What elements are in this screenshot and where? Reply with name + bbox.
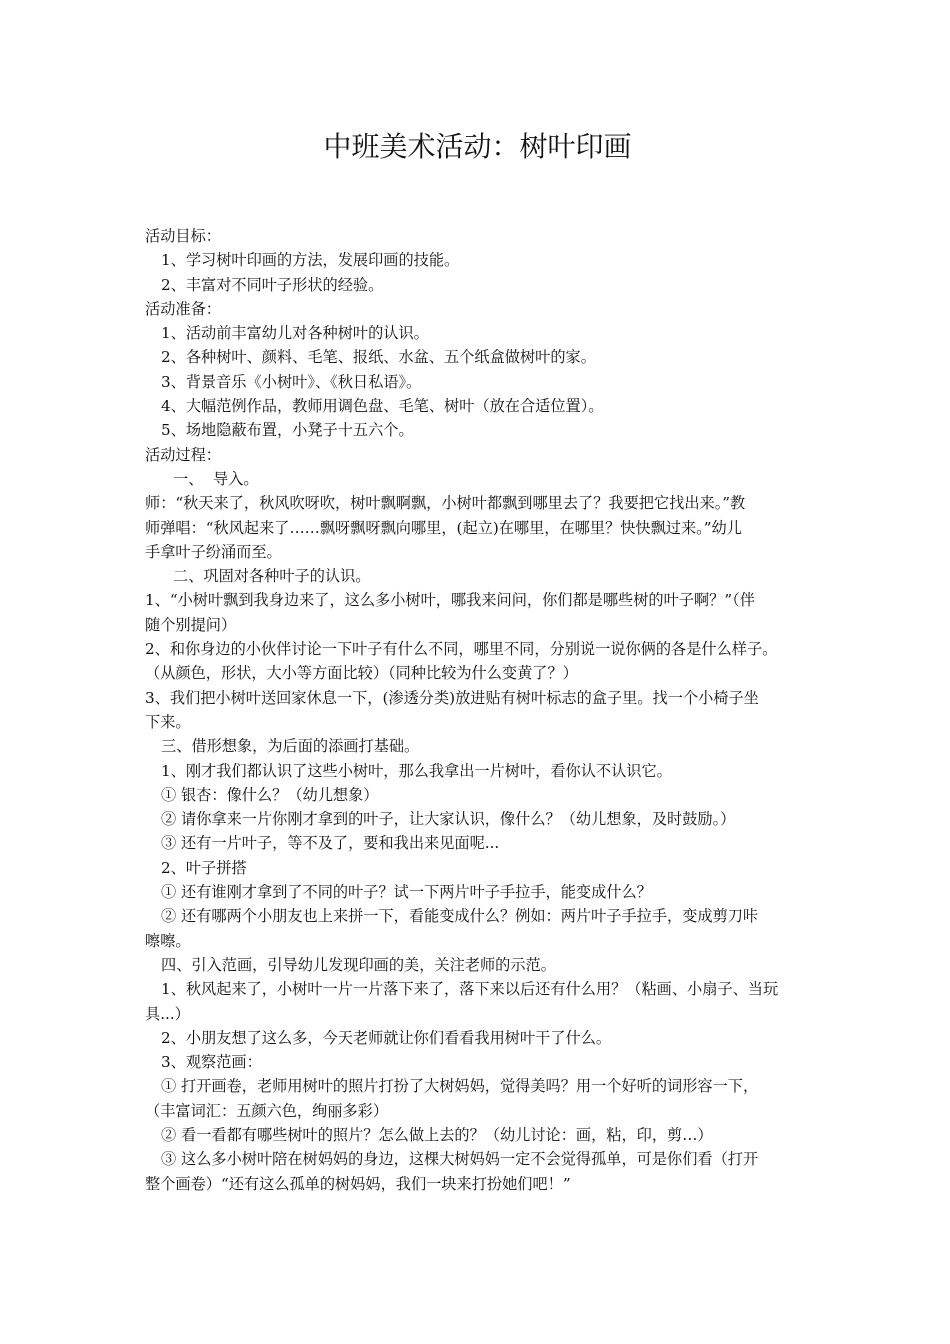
text-line: 1、活动前丰富幼儿对各种树叶的认识。 [161,324,429,343]
text-line: 4、大幅范例作品，教师用调色盘、毛笔、树叶（放在合适位置）。 [161,397,604,416]
text-line: 活动过程： [145,445,221,464]
text-line: ② 请你拿来一片你刚才拿到的叶子，让大家认识，像什么？（幼儿想象，及时鼓励。） [161,810,736,829]
text-line: 2、和你身边的小伙伴讨论一下叶子有什么不同，哪里不同，分别说一说你俩的各是什么样子。 [145,640,778,659]
text-line: 师：“秋天来了，秋风吹呀吹，树叶飘啊飘，小树叶都飘到哪里去了？我要把它找出来。”教 [145,494,746,513]
text-line: 一、 导入。 [173,469,259,488]
text-line: 随个别提问） [145,615,237,634]
text-line: 1、秋风起来了，小树叶一片一片落下来了，落下来以后还有什么用？（粘画、小扇子、当玩 [161,980,779,999]
text-line: （从颜色，形状，大小等方面比较）（同种比较为什么变黄了？） [145,664,578,683]
text-line: 具...） [145,1004,190,1023]
page-title: 中班美术活动：树叶印画 [323,130,632,163]
text-line: 1、刚才我们都认识了这些小树叶，那么我拿出一片树叶，看你认不认识它。 [161,761,672,780]
text-line: 3、观察范画： [161,1053,262,1072]
text-line: （丰富词汇：五颜六色，绚丽多彩） [145,1101,388,1120]
text-line: ③ 还有一片叶子，等不及了，要和我出来见面呢... [161,834,500,853]
text-line: 1、学习树叶印画的方法，发展印画的技能。 [161,251,460,270]
text-line: ① 还有谁刚才拿到了不同的叶子？试一下两片叶子手拉手，能变成什么？ [161,883,652,902]
text-line: 2、叶子拼搭 [161,858,247,877]
text-line: 5、场地隐蔽布置，小凳子十五六个。 [161,421,414,440]
text-line: 1、“小树叶飘到我身边来了，这么多小树叶，哪我来问问，你们都是哪些树的叶子啊？”（伴 [145,591,755,610]
text-line: 2、小朋友想了这么多，今天老师就让你们看看我用树叶干了什么。 [161,1028,612,1047]
text-line: ① 银杏：像什么？（幼儿想象） [161,785,379,804]
text-line: 整个画卷）“还有这么孤单的树妈妈，我们一块来打扮她们吧！” [145,1174,571,1193]
text-line: ② 还有哪两个小朋友也上来拼一下，看能变成什么？例如：两片叶子手拉手，变成剪刀咔 [161,907,759,926]
text-line: ① 打开画卷，老师用树叶的照片打扮了大树妈妈，觉得美吗？用一个好听的词形容一下， [161,1077,759,1096]
text-line: 师弹唱：“秋风起来了……飘呀飘呀飘向哪里，(起立)在哪里，在哪里？快快飘过来。”幼儿 [145,518,742,537]
text-line: 3、我们把小树叶送回家休息一下，(渗透分类)放进贴有树叶标志的盒子里。找一个小椅子坐 [145,688,759,707]
document-body [145,224,810,1196]
text-line: ③ 这么多小树叶陪在树妈妈的身边，这棵大树妈妈一定不会觉得孤单，可是你们看（打开 [161,1150,759,1169]
text-line: 三、借形想象，为后面的添画打基础。 [161,737,420,756]
text-line: 活动准备： [145,299,221,318]
text-line: 四、引入范画，引导幼儿发现印画的美，关注老师的示范。 [161,955,556,974]
text-line: 活动目标： [145,227,221,245]
text-line: ② 看一看都有哪些树叶的照片？怎么做上去的？（幼儿讨论：画，粘，印，剪…） [161,1125,713,1144]
text-line: 二、巩固对各种叶子的认识。 [173,567,371,586]
text-line: 3、背景音乐《小树叶》、《秋日私语》。 [161,372,422,391]
text-line: 嚓嚓。 [145,931,191,950]
text-line: 2、丰富对不同叶子形状的经验。 [161,275,384,294]
text-line: 下来。 [145,712,191,731]
text-line: 2、各种树叶、颜料、毛笔、报纸、水盆、五个纸盒做树叶的家。 [161,348,596,367]
text-line: 手拿叶子纷涌而至。 [145,542,282,561]
